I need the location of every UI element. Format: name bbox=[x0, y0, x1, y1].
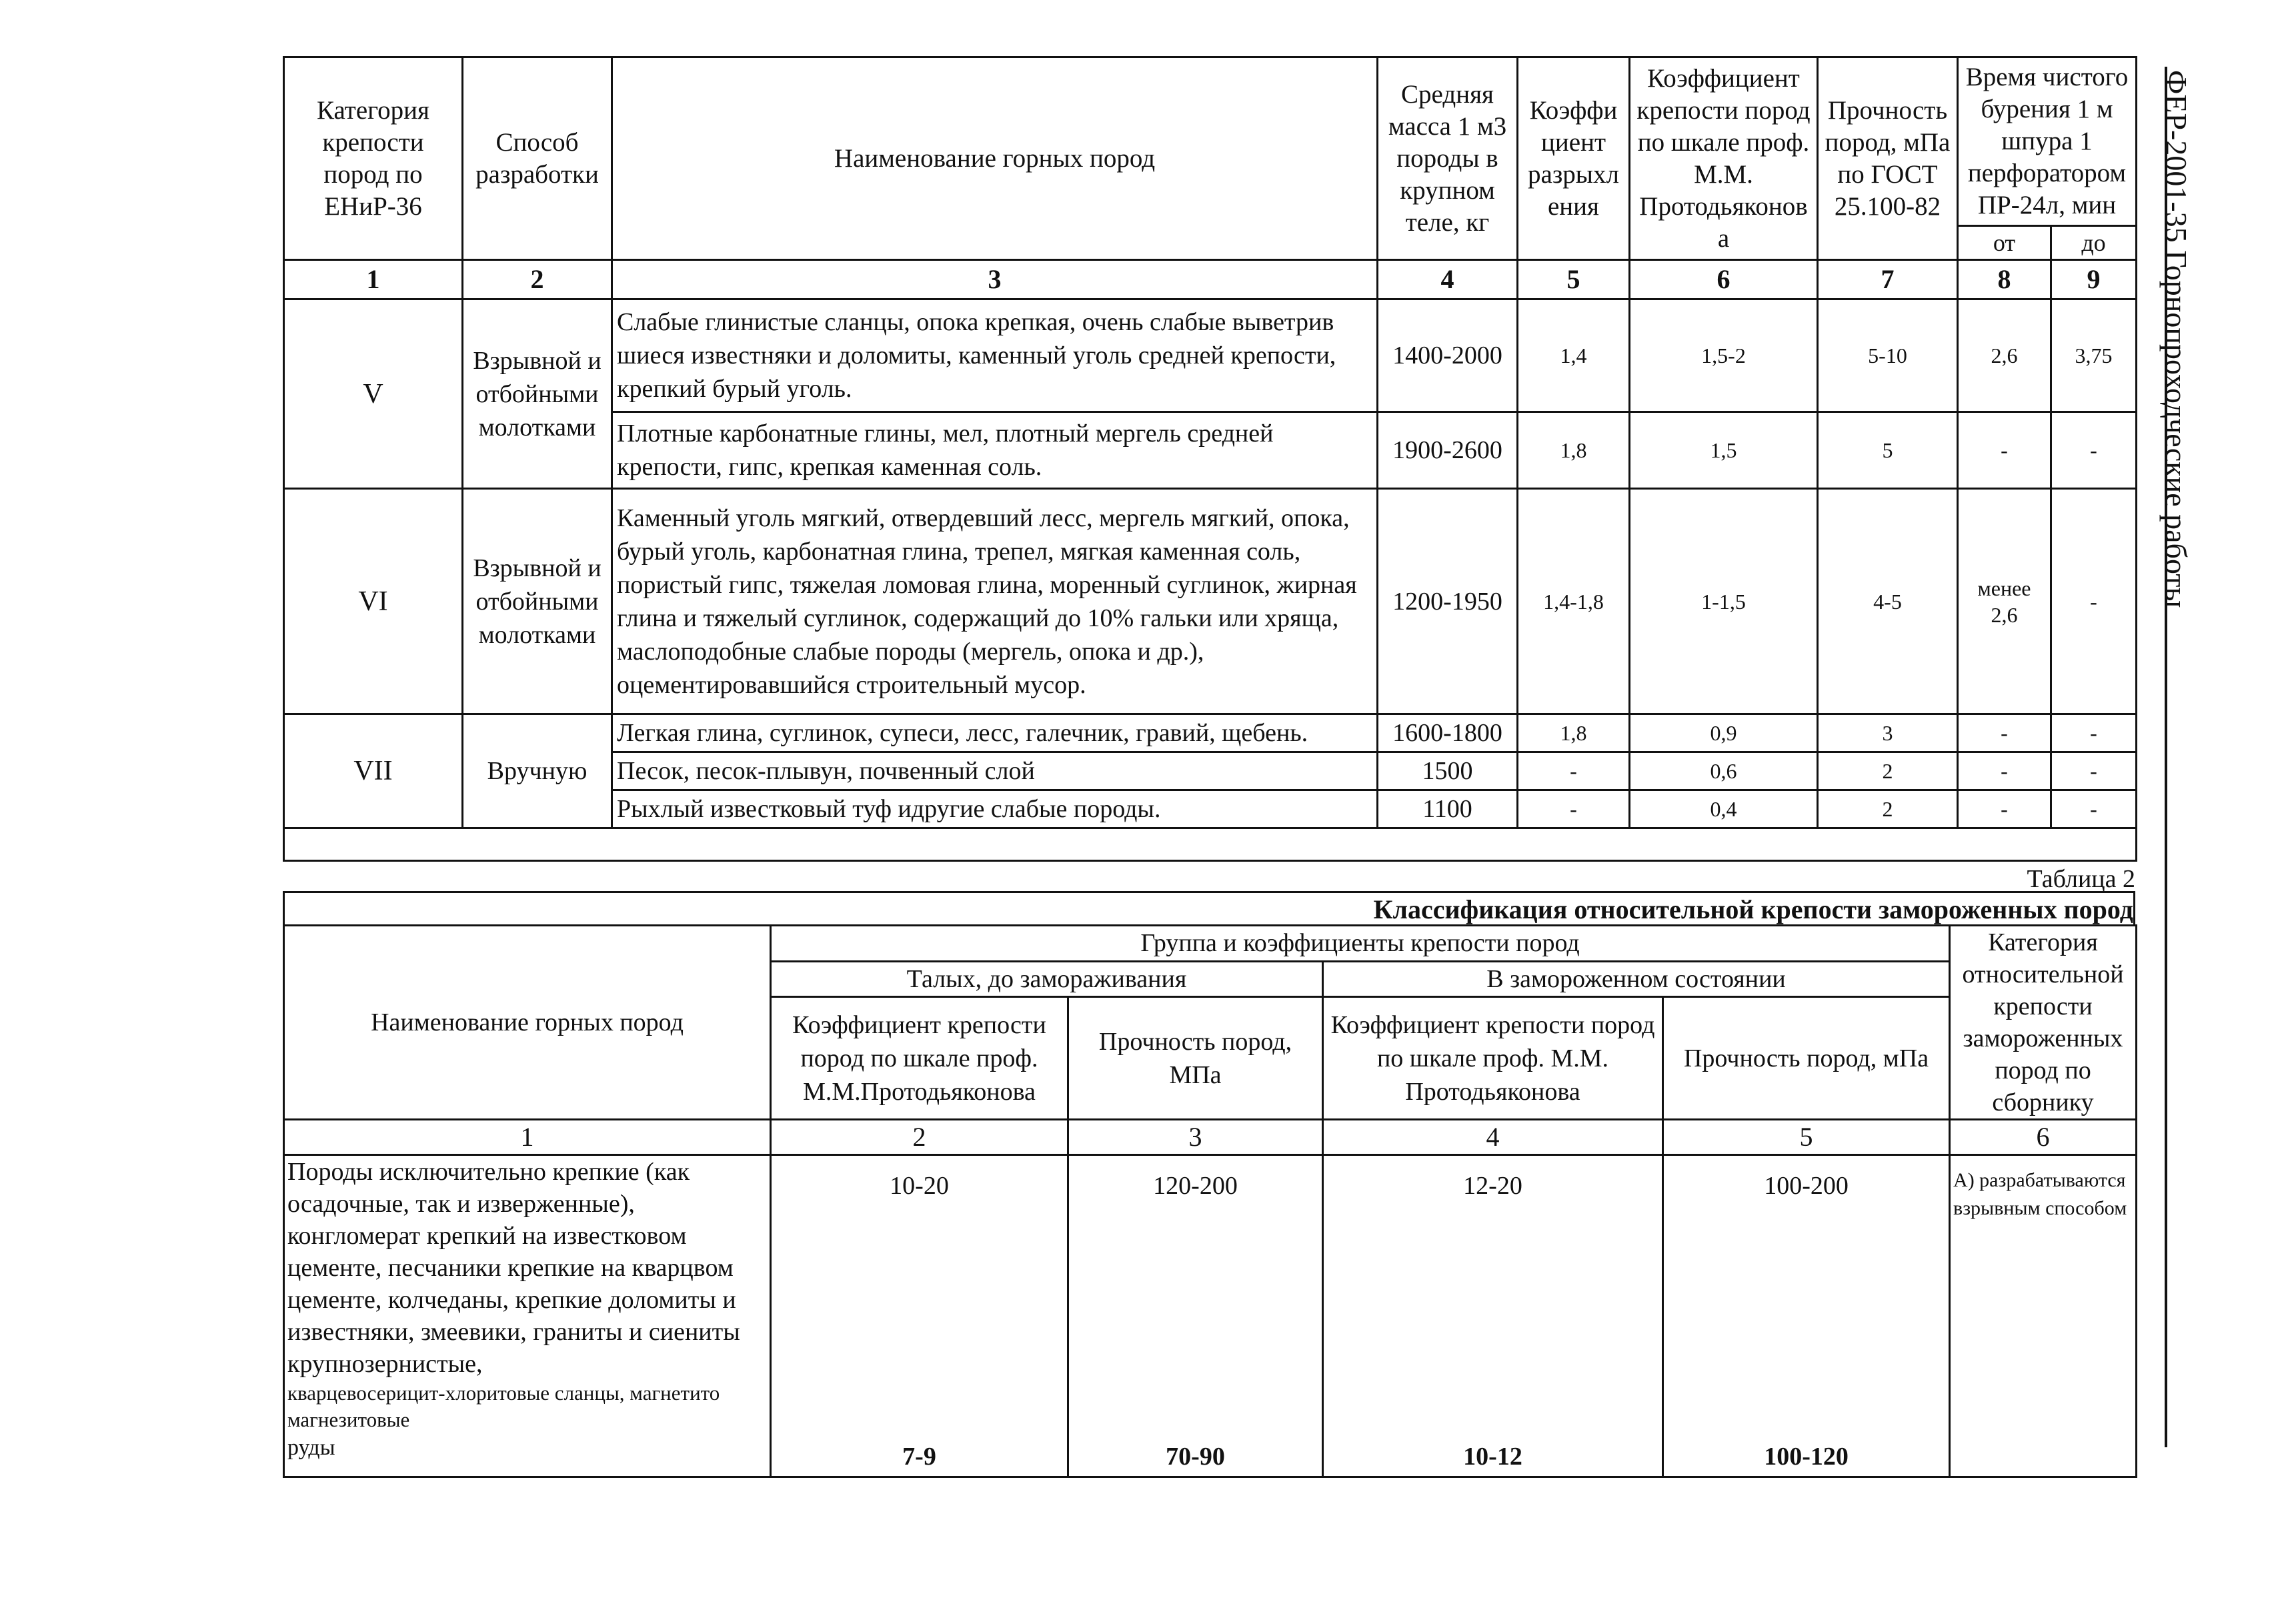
coef-frozen-cell bbox=[1323, 1155, 1663, 1477]
strength-thawed-value-2: 70-90 bbox=[1166, 1443, 1225, 1471]
coef-frozen-value: 12-20 bbox=[1463, 1172, 1522, 1200]
mass-cell: 1500 bbox=[1378, 752, 1518, 790]
drilling-to-cell: - bbox=[2051, 714, 2137, 752]
drilling-to-cell: - bbox=[2051, 489, 2137, 714]
header-method: Способ разработки bbox=[463, 57, 612, 260]
strength-thawed-value: 120-200 bbox=[1153, 1172, 1238, 1200]
rock-name-cell: Каменный уголь мягкий, отвердевший лесс, мергель мягкий, опока, бурый уголь, карбонатная глина, трепел, мягкая каменная соль, пористый гипс, тяжелая ломовая глина, моренный суглинок, жирная глина и тяжелый суглинок, содержащий до 10% гальки или хряща, маслоподобные слабые породы (мергель, опока и др.), оцементировавшийся строительный мусор. bbox=[612, 489, 1378, 714]
table-row bbox=[284, 489, 2137, 714]
mass-cell: 1400-2000 bbox=[1378, 299, 1518, 412]
drilling-from-cell: - bbox=[1958, 412, 2051, 489]
table-row bbox=[284, 714, 2137, 752]
loosening-cell: 1,4 bbox=[1518, 299, 1630, 412]
header-to: до bbox=[2051, 226, 2137, 260]
drilling-from-cell: - bbox=[1958, 752, 2051, 790]
table-row bbox=[284, 1155, 2137, 1477]
header-name: Наименование горных пород bbox=[612, 57, 1378, 260]
strength-coef-cell: 1,5-2 bbox=[1630, 299, 1818, 412]
rock-name-cell: Рыхлый известковый туф идругие слабые породы. bbox=[612, 790, 1378, 828]
column-number: 6 bbox=[1950, 1120, 2137, 1155]
header-drilling-time: Время чистого бурения 1 м шпура 1 перфоратором ПР-24л, мин bbox=[1958, 57, 2137, 226]
mass-cell: 1600-1800 bbox=[1378, 714, 1518, 752]
column-number: 3 bbox=[1068, 1120, 1323, 1155]
header-thawed: Талых, до замораживания bbox=[771, 961, 1323, 997]
rock-name-small-text: кварцевосерицит-хлоритовые сланцы, магнетито магнезитовые bbox=[287, 1381, 720, 1431]
column-number: 8 bbox=[1958, 260, 2051, 299]
column-number: 7 bbox=[1818, 260, 1958, 299]
table2-caption: Таблица 2 bbox=[2027, 865, 2135, 893]
drilling-to-cell: - bbox=[2051, 752, 2137, 790]
column-number: 9 bbox=[2051, 260, 2137, 299]
header-category: Категория относительной крепости замороженных пород по сборнику bbox=[1950, 926, 2137, 1120]
drilling-to-cell: - bbox=[2051, 790, 2137, 828]
coef-thawed-value-2: 7-9 bbox=[902, 1443, 936, 1471]
category-cell: V bbox=[284, 299, 463, 489]
column-number: 1 bbox=[284, 260, 463, 299]
header-category: Категория крепости пород по ЕНиР-36 bbox=[284, 57, 463, 260]
rock-category-table bbox=[283, 56, 2137, 862]
column-number: 1 bbox=[284, 1120, 771, 1155]
strength-cell: 5 bbox=[1818, 412, 1958, 489]
column-number: 5 bbox=[1518, 260, 1630, 299]
header-from: от bbox=[1958, 226, 2051, 260]
rock-name-cell: Песок, песок-плывун, почвенный слой bbox=[612, 752, 1378, 790]
drilling-from-cell: 2,6 bbox=[1958, 299, 2051, 412]
loosening-cell: 1,4-1,8 bbox=[1518, 489, 1630, 714]
table-row bbox=[284, 299, 2137, 412]
column-number: 2 bbox=[463, 260, 612, 299]
drilling-to-cell: 3,75 bbox=[2051, 299, 2137, 412]
strength-coef-cell: 0,4 bbox=[1630, 790, 1818, 828]
document-margin-title: ФЕР-2001-35 Горнопроходческие работы bbox=[2159, 70, 2193, 608]
strength-coef-cell: 0,6 bbox=[1630, 752, 1818, 790]
strength-coef-cell: 1,5 bbox=[1630, 412, 1818, 489]
strength-coef-cell: 0,9 bbox=[1630, 714, 1818, 752]
header-rock-name: Наименование горных пород bbox=[284, 926, 771, 1120]
method-cell: Взрывной и отбойными молотками bbox=[463, 489, 612, 714]
column-number: 2 bbox=[771, 1120, 1068, 1155]
strength-cell: 3 bbox=[1818, 714, 1958, 752]
coef-thawed-cell bbox=[771, 1155, 1068, 1477]
rock-name-last-text: руды bbox=[287, 1435, 335, 1460]
mass-cell: 1900-2600 bbox=[1378, 412, 1518, 489]
mass-cell: 1200-1950 bbox=[1378, 489, 1518, 714]
header-strength-thawed: Прочность пород, МПа bbox=[1068, 997, 1323, 1120]
coef-thawed-value: 10-20 bbox=[890, 1172, 949, 1200]
header-coef-thawed: Коэффициент крепости пород по шкале проф. М.М.Протодьяконова bbox=[771, 997, 1068, 1120]
coef-frozen-value-2: 10-12 bbox=[1463, 1443, 1522, 1471]
category-cell: А) разрабатываются взрывным способом bbox=[1950, 1155, 2137, 1477]
rock-name-cell: Плотные карбонатные глины, мел, плотный мергель средней крепости, гипс, крепкая каменная соль. bbox=[612, 412, 1378, 489]
drilling-to-cell: - bbox=[2051, 412, 2137, 489]
strength-frozen-cell bbox=[1663, 1155, 1950, 1477]
mass-cell: 1100 bbox=[1378, 790, 1518, 828]
method-cell: Вручную bbox=[463, 714, 612, 828]
header-group: Группа и коэффициенты крепости пород bbox=[771, 926, 1950, 962]
category-cell: VII bbox=[284, 714, 463, 828]
column-number: 4 bbox=[1323, 1120, 1663, 1155]
table2-title: Классификация относительной крепости замороженных пород bbox=[283, 891, 2135, 924]
drilling-from-cell: - bbox=[1958, 790, 2051, 828]
spacer-row bbox=[284, 828, 2137, 861]
rock-name-cell: Легкая глина, суглинок, супеси, лесс, галечник, гравий, щебень. bbox=[612, 714, 1378, 752]
drilling-from-cell: менее 2,6 bbox=[1958, 489, 2051, 714]
loosening-cell: 1,8 bbox=[1518, 714, 1630, 752]
rock-name-cell: Слабые глинистые сланцы, опока крепкая, очень слабые выветрив шиеся известняки и доломиты, каменный уголь средней крепости, крепкий бурый уголь. bbox=[612, 299, 1378, 412]
method-cell: Взрывной и отбойными молотками bbox=[463, 299, 612, 489]
strength-cell: 2 bbox=[1818, 790, 1958, 828]
strength-coef-cell: 1-1,5 bbox=[1630, 489, 1818, 714]
header-strength-coef: Коэффициент крепости пород по шкале проф. М.М. Протодьяконов а bbox=[1630, 57, 1818, 260]
loosening-cell: 1,8 bbox=[1518, 412, 1630, 489]
strength-frozen-value-2: 100-120 bbox=[1764, 1443, 1849, 1471]
strength-cell: 5-10 bbox=[1818, 299, 1958, 412]
header-strength: Прочность пород, мПа по ГОСТ 25.100-82 bbox=[1818, 57, 1958, 260]
header-loosening: Коэффи циент разрыхл ения bbox=[1518, 57, 1630, 260]
loosening-cell: - bbox=[1518, 790, 1630, 828]
drilling-from-cell: - bbox=[1958, 714, 2051, 752]
frozen-rock-table bbox=[283, 924, 2137, 1478]
strength-cell: 4-5 bbox=[1818, 489, 1958, 714]
column-number: 6 bbox=[1630, 260, 1818, 299]
strength-cell: 2 bbox=[1818, 752, 1958, 790]
column-number: 4 bbox=[1378, 260, 1518, 299]
rock-name-cell bbox=[284, 1155, 771, 1477]
category-cell: VI bbox=[284, 489, 463, 714]
rock-name-text: Породы исключительно крепкие (как осадочные, так и изверженные), конгломерат крепкий на известковом цементе, песчаники крепкие на кварцвом цементе, колчеданы, крепкие доломиты и известняки, змеевики, граниты и сиениты крупнозернистые, bbox=[287, 1158, 740, 1378]
column-number: 5 bbox=[1663, 1120, 1950, 1155]
header-coef-frozen: Коэффициент крепости пород по шкале проф. М.М. Протодьяконова bbox=[1323, 997, 1663, 1120]
loosening-cell: - bbox=[1518, 752, 1630, 790]
column-number: 3 bbox=[612, 260, 1378, 299]
strength-thawed-cell bbox=[1068, 1155, 1323, 1477]
header-strength-frozen: Прочность пород, мПа bbox=[1663, 997, 1950, 1120]
strength-frozen-value: 100-200 bbox=[1764, 1172, 1849, 1200]
header-mass: Средняя масса 1 м3 породы в крупном теле, кг bbox=[1378, 57, 1518, 260]
header-frozen: В замороженном состоянии bbox=[1323, 961, 1950, 997]
